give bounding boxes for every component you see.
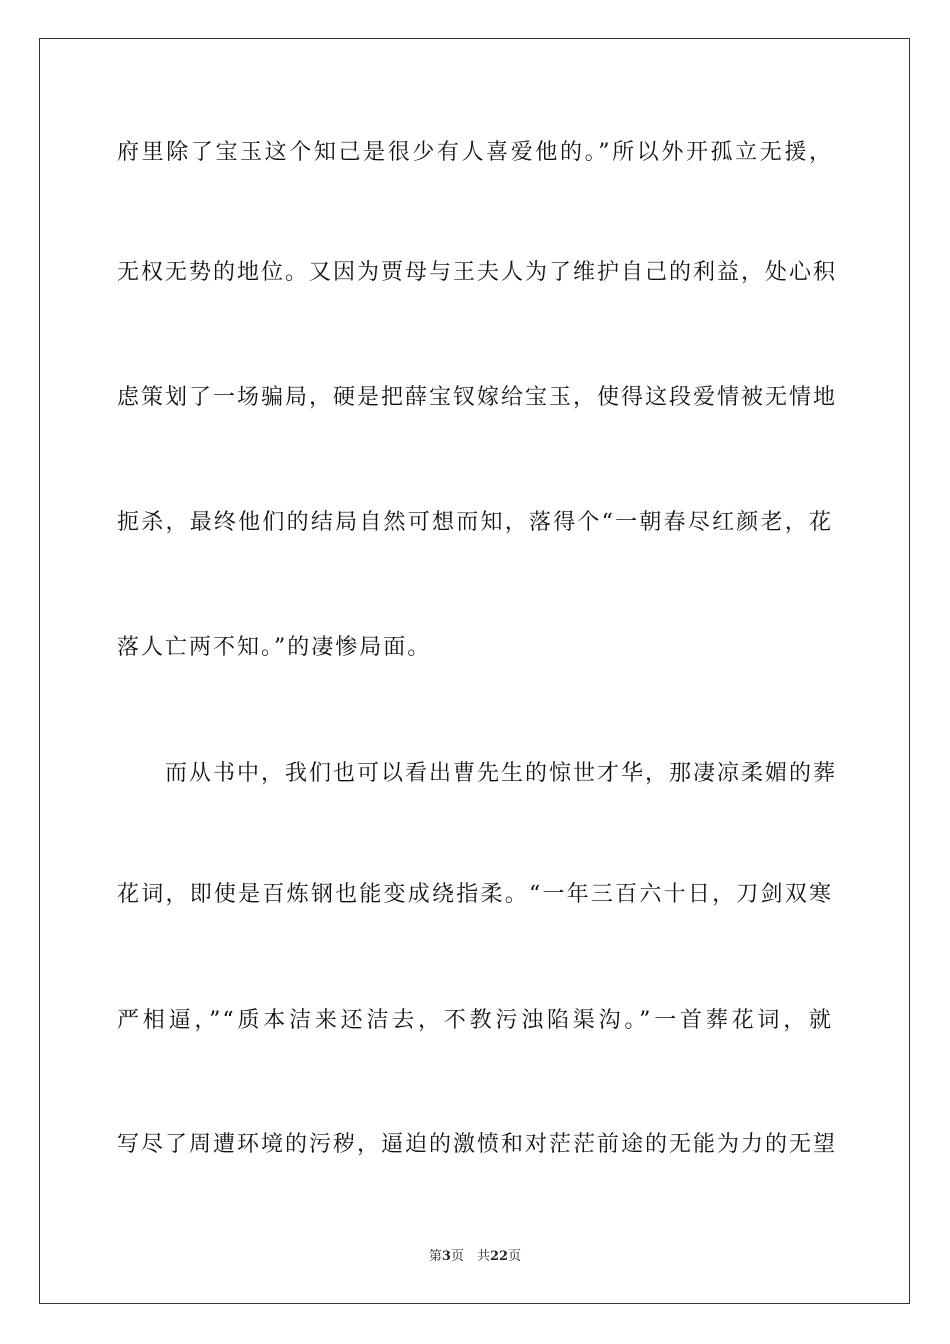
total-pages-number: 22 xyxy=(489,1249,509,1264)
page-footer xyxy=(0,1247,950,1267)
text-line: 写尽了周遭环境的污秽，逼迫的激愤和对茫茫前途的无能为力的无望 xyxy=(117,1132,838,1157)
footer-suffix: 页 xyxy=(508,1249,522,1264)
text-line: 严相逼，”“质本洁来还洁去，不教污浊陷渠沟。”一首葬花词，就 xyxy=(117,1008,833,1033)
text-line: 扼杀，最终他们的结局自然可想而知，落得个“一朝春尽红颜老，花 xyxy=(117,510,833,535)
text-line: 落人亡两不知。”的凄惨局面。 xyxy=(117,635,432,660)
text-line: 花词，即使是百炼钢也能变成绕指柔。“一年三百六十日，刀剑双寒 xyxy=(117,882,833,907)
text-line: 无权无势的地位。又因为贾母与王夫人为了维护自己的利益，处心积 xyxy=(117,260,838,285)
text-line: 府里除了宝玉这个知己是很少有人喜爱他的。”所以外开孤立无援， xyxy=(117,140,833,165)
page-border xyxy=(39,38,910,1304)
text-line: 而从书中，我们也可以看出曹先生的惊世才华，那凄凉柔媚的葬 xyxy=(165,761,838,786)
footer-middle: 页 共 xyxy=(450,1249,490,1264)
text-line: 虑策划了一场骗局，硬是把薛宝钗嫁给宝玉，使得这段爱情被无情地 xyxy=(117,385,838,410)
footer-prefix: 第 xyxy=(428,1249,442,1264)
current-page-number: 3 xyxy=(441,1249,451,1264)
